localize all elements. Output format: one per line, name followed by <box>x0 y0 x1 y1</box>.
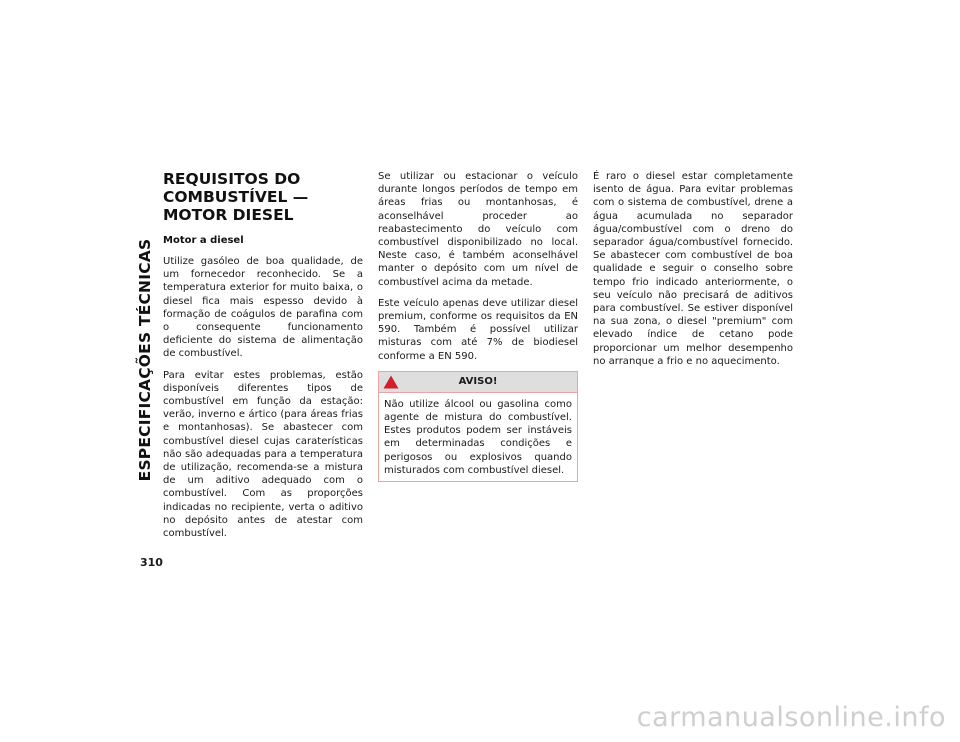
paragraph-water-in-diesel: É raro o diesel estar completamente isento de água. Para evitar problemas com o sistema de combustível, drene a água acumulada no separador água/combustível com o dreno do separador água/combustível fornecido. Se abastecer com combustível de boa qualidade e seguir o conselho sobre tempo frio indicado anteriormente, o seu veículo não precisará de aditivos para combustível. Se estiver disponível na sua zona, o diesel "premium" com elevado índice de cetano pode proporcionar um melhor desempenho no arranque a frio e no aquecimento. <box>593 171 793 367</box>
paragraph-cold-areas: Se utilizar ou estacionar o veículo durante longos períodos de tempo em áreas frias ou montanhosas, é aconselhável proceder ao reabastecimento do veículo com combustível disponibilizado no local. Neste caso, é também aconselhável manter o depósito com um nível de combustível acima da metade. <box>378 171 578 288</box>
warning-text: Não utilize álcool ou gasolina como agente de mistura do combustível. Estes produtos podem ser instáveis em determinadas condições e perigosos ou explosivos quando misturados com combustível diesel. <box>384 398 572 476</box>
page-number: 310 <box>140 556 163 569</box>
section-title: REQUISITOS DO COMBUSTÍVEL — MOTOR DIESEL <box>163 170 309 224</box>
paragraph-premium-diesel: Este veículo apenas deve utilizar diesel premium, conforme os requisitos da EN 590. Também é possível utilizar misturas com até 7% de biodiesel conforme a EN 590. <box>378 297 578 362</box>
footer-watermark: carmanualsonline.info <box>636 702 946 733</box>
column-3 <box>593 170 793 376</box>
side-tab-label: ESPECIFICAÇÕES TÉCNICAS <box>136 238 154 482</box>
warning-header <box>379 372 577 393</box>
paragraph-seasonal-fuel: Para evitar estes problemas, estão disponíveis diferentes tipos de combustível em função da estação: verão, inverno e ártico (para áreas frias e montanhosas). Se abastecer com combustível diesel cujas caraterísticas não são adequadas para a temperatura de utilização, recomenda-se a mistura de um aditivo adequado com o combustível. Com as proporções indicadas no recipiente, verta o aditivo no depósito antes de atestar com combustível. <box>163 369 363 540</box>
column-1 <box>163 170 363 548</box>
paragraph-fuel-quality: Utilize gasóleo de boa qualidade, de um fornecedor reconhecido. Se a temperatura exterior for muito baixa, o diesel fica mais espesso devido à formação de coágulos de parafina com o consequente funcionamento deficiente do sistema de alimentação de combustível. <box>163 256 363 360</box>
warning-box <box>378 371 578 482</box>
warning-body <box>379 393 577 481</box>
side-tab <box>133 162 157 558</box>
warning-title: AVISO! <box>458 375 498 387</box>
section-subtitle: Motor a diesel <box>163 235 244 246</box>
column-2 <box>378 170 578 482</box>
